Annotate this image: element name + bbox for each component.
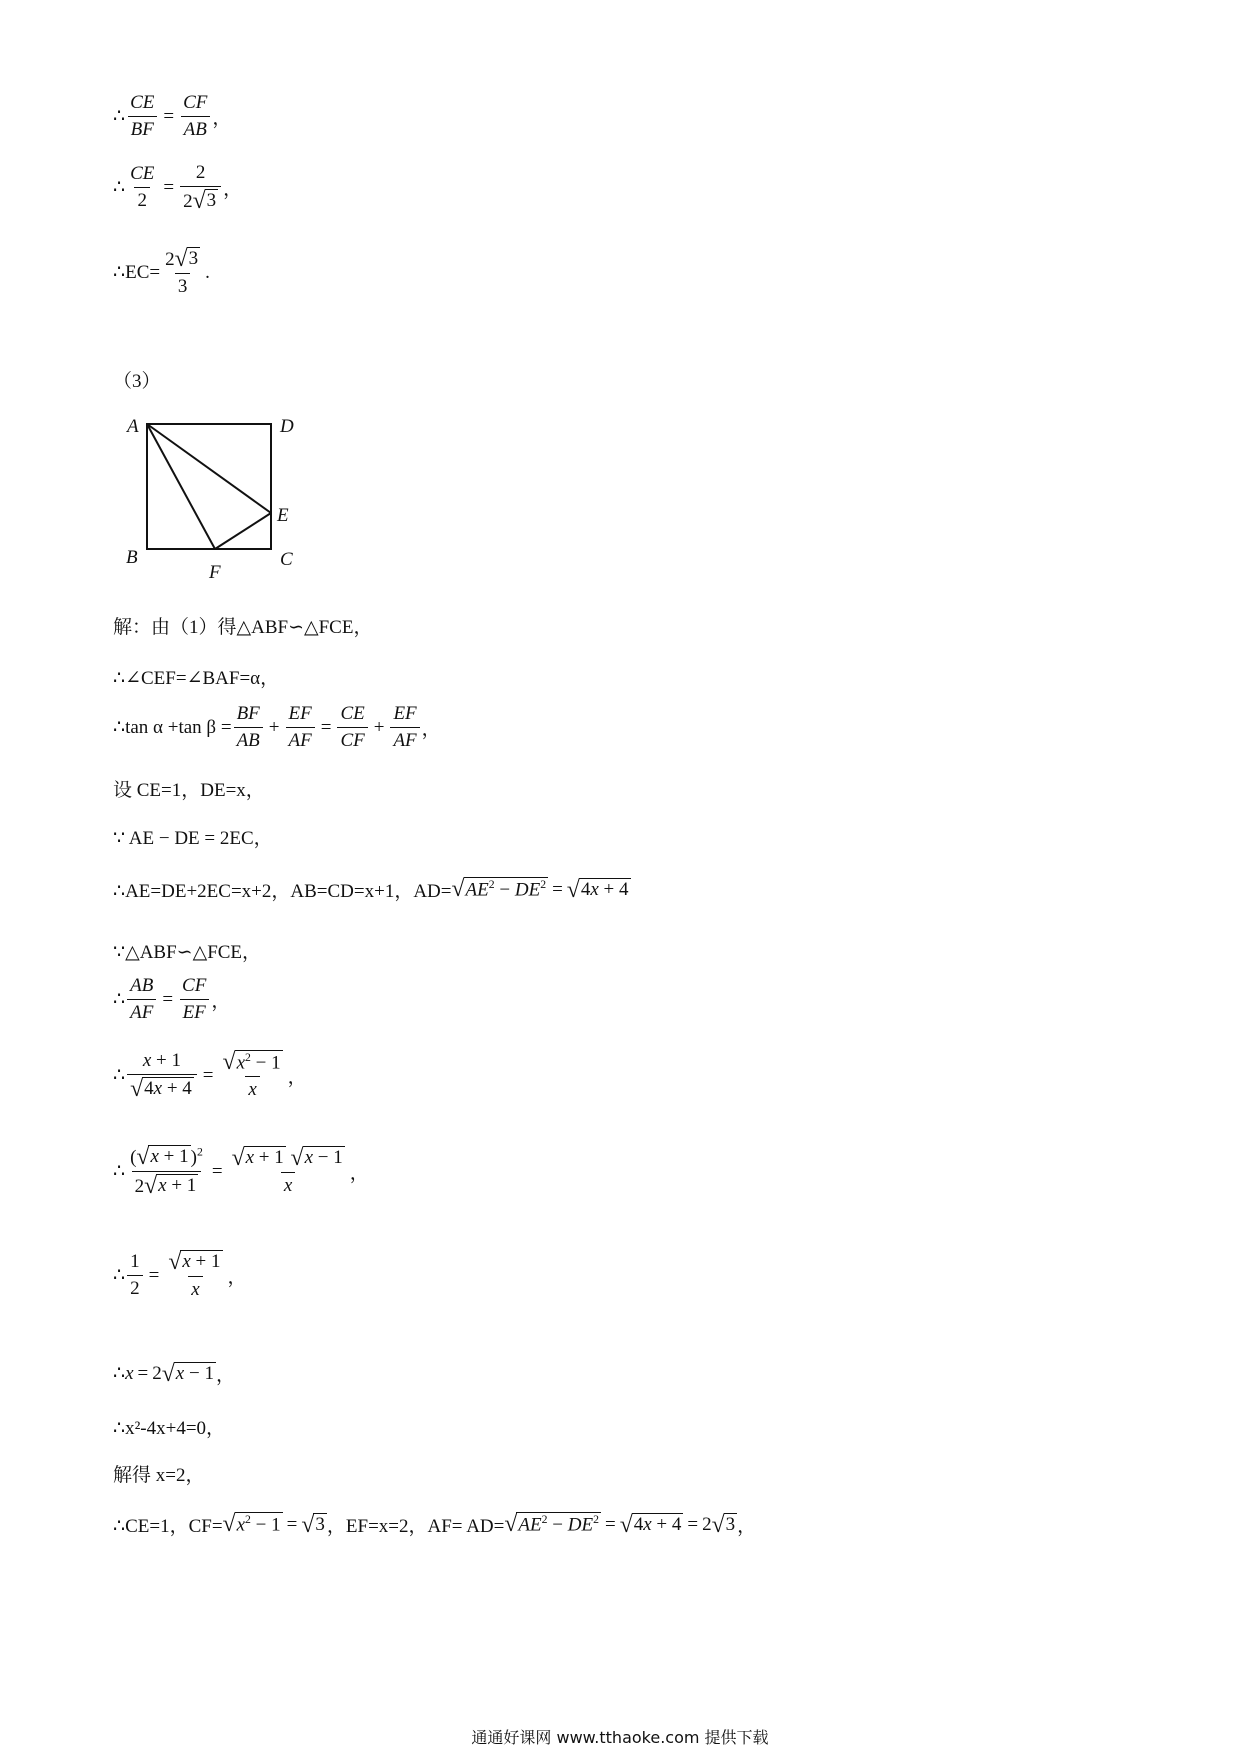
- solution-line-4: 设 CE=1，DE=x，: [113, 780, 265, 801]
- solution-line-5: ∵ AE − DE = 2EC，: [113, 828, 273, 849]
- label-f: F: [209, 562, 221, 582]
- label-b: B: [126, 547, 138, 568]
- solution-line-15: ∴CE=1，CF= √ $x^2 - 1$ = √ 3 ，EF=x=2，AF= AD= √ $AE^2 - DE^2$ = √ 4x + 4 = 2 √ 3 ，: [113, 1511, 757, 1538]
- label-d: D: [280, 416, 294, 437]
- line-2: ∴ $\frac{CE}{2}$ = 2 2 √ 3 ，: [113, 162, 243, 214]
- solution-line-3: ∴tan α +tan β = $\frac{BF}{AB}$ + $\frac{EF}{AF}$ = $\frac{CE}{CF}$ + $\frac{EF}{AF}$ ，: [113, 703, 441, 751]
- solution-line-12: ∴ x = 2 √ x − 1 ，: [113, 1360, 235, 1387]
- square-diagram: [120, 412, 320, 582]
- square-abcd: [147, 424, 271, 549]
- label-a: A: [127, 416, 139, 437]
- segment-fe: [215, 513, 271, 549]
- solution-line-1: 解：由（1）得△ABF∽△FCE，: [113, 617, 373, 638]
- page-footer: 通通好课网 www.tthaoke.com 提供下载: [471, 1728, 769, 1747]
- solution-line-14: 解得 x=2，: [113, 1465, 205, 1486]
- solution-line-11: ∴ $\frac{1}{2}$ = √ x + 1 x ，: [113, 1249, 247, 1300]
- segment-af: [147, 424, 215, 549]
- solution-line-13: ∴x²-4x+4=0，: [113, 1418, 226, 1439]
- label-c: C: [280, 549, 293, 570]
- solution-line-7: ∵△ABF∽△FCE，: [113, 942, 262, 963]
- solution-line-8: ∴ $\frac{AB}{AF}$ = $\frac{CF}{EF}$ ，: [113, 975, 231, 1023]
- label-e: E: [277, 505, 289, 526]
- ec-prefix: ∴EC=: [113, 262, 161, 283]
- solution-line-6: ∴AE=DE+2EC=x+2，AB=CD=x+1，AD= √ $AE^2 - DE^2$ = √ 4x + 4: [113, 876, 629, 903]
- solution-line-10: ∴ ( √ x + 1 )$^2$ 2 √ x + 1 = √ x + 1 √ x − 1 x ，: [113, 1144, 369, 1199]
- line-3: ∴EC= 2 √ 3 3 .: [113, 246, 210, 297]
- line-1: ∴ $\frac{CE}{BF}$ = $\frac{CF}{AB}$ ，: [113, 92, 232, 140]
- solution-line-2: ∴∠CEF=∠BAF=α，: [113, 668, 280, 689]
- part-3-label: （3）: [113, 371, 161, 392]
- segment-ae: [147, 424, 271, 513]
- solution-line-9: ∴ x + 1 √ 4x + 4 = √ $x^2 - 1$ x ，: [113, 1049, 307, 1103]
